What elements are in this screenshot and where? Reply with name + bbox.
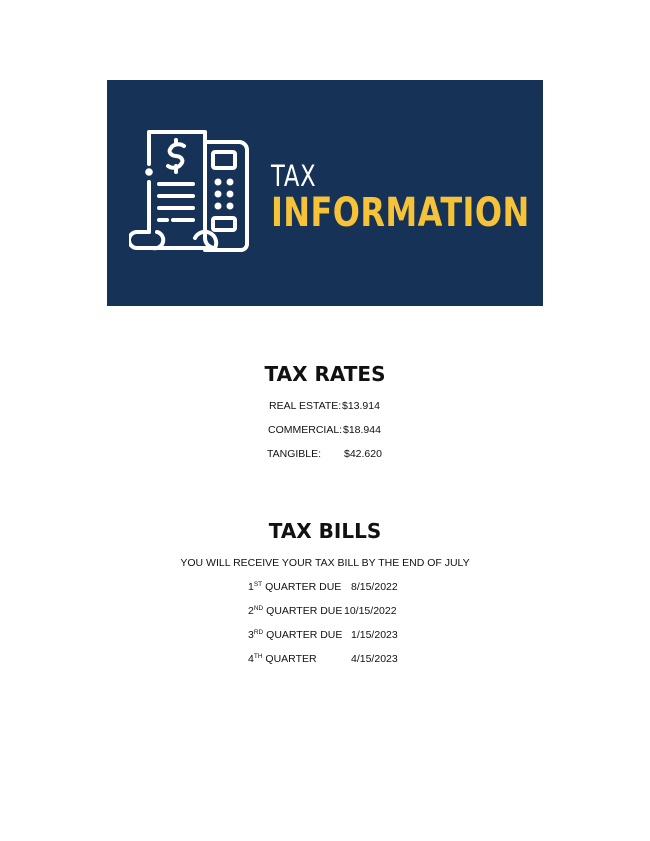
quarter-1-label: 1ST QUARTER DUE	[248, 581, 342, 593]
banner-title-small: TAX	[271, 159, 317, 193]
tax-rates-heading: TAX RATES	[264, 362, 386, 386]
rate-value-commercial: $18.944	[343, 424, 381, 436]
rate-label-real-estate: REAL ESTATE:	[269, 400, 342, 412]
quarter-3-date: 1/15/2023	[351, 629, 398, 641]
rate-label-tangible: TANGIBLE:	[267, 448, 322, 460]
tax-information-banner	[107, 80, 543, 306]
quarter-2-label: 2ND QUARTER DUE	[248, 605, 343, 617]
banner-title-big: INFORMATION	[271, 190, 530, 236]
quarter-4-label: 4TH QUARTER	[248, 653, 317, 665]
rate-value-real-estate: $13.914	[342, 400, 380, 412]
rate-value-tangible: $42.620	[344, 448, 382, 460]
receipt-calculator-icon	[129, 126, 253, 260]
rate-label-commercial: COMMERCIAL:	[268, 424, 343, 436]
tax-bill-note: YOU WILL RECEIVE YOUR TAX BILL BY THE END OF JULY	[180, 557, 470, 569]
tax-bills-heading: TAX BILLS	[268, 519, 382, 543]
quarter-2-date: 10/15/2022	[344, 605, 397, 617]
quarter-1-date: 8/15/2022	[351, 581, 398, 593]
quarter-4-date: 4/15/2023	[351, 653, 398, 665]
quarter-3-label: 3RD QUARTER DUE	[248, 629, 343, 641]
